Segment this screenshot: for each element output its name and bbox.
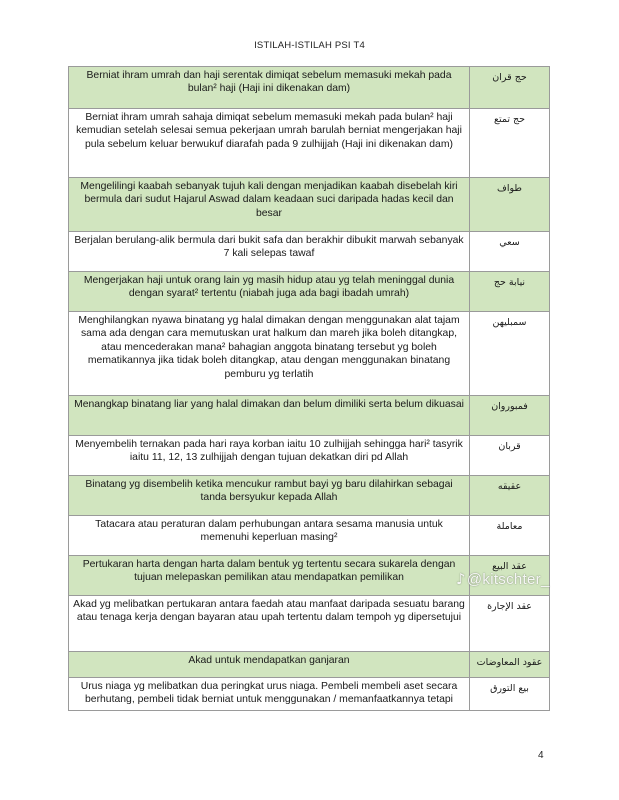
term-cell: سمبليهن (470, 312, 550, 396)
definition-cell: Pertukaran harta dengan harta dalam bentuk yg tertentu secara sukarela dengan tujuan melepaskan pemilikan atau mendapatkan pemilikan (69, 556, 470, 596)
term-cell: بيع التورق (470, 678, 550, 711)
tiktok-icon: ♪ (456, 570, 466, 588)
term-cell: سعي (470, 232, 550, 272)
definition-cell: Urus niaga yg melibatkan dua peringkat urus niaga. Pembeli membeli aset secara berhutang, pembeli tidak berniat untuk menggunakan / memanfaatkannya tetapi (69, 678, 470, 711)
tiktok-watermark (456, 570, 550, 588)
term-cell: فمبوروان (470, 396, 550, 436)
table-row (69, 678, 550, 711)
terms-table (68, 66, 550, 711)
table-row (69, 178, 550, 232)
page-title: ISTILAH-ISTILAH PSI T4 (254, 40, 365, 51)
term-cell: عقود المعاوضات (470, 652, 550, 678)
table-row (69, 272, 550, 312)
term-cell: معاملة (470, 516, 550, 556)
definition-cell: Binatang yg disembelih ketika mencukur rambut bayi yg baru dilahirkan sebagai tanda bersyukur kepada Allah (69, 476, 470, 516)
definition-cell: Mengerjakan haji untuk orang lain yg masih hidup atau yg telah meninggal dunia dengan syarat² tertentu (niabah juga ada bagi ibadah umrah) (69, 272, 470, 312)
definition-cell: Berjalan berulang-alik bermula dari bukit safa dan berakhir dibukit marwah sebanyak 7 kali selepas tawaf (69, 232, 470, 272)
term-cell: طواف (470, 178, 550, 232)
watermark-handle: @kitschter_ (466, 571, 550, 588)
definition-cell: Berniat ihram umrah dan haji serentak dimiqat sebelum memasuki mekah pada bulan² haji (Haji ini dikenakan dam) (69, 67, 470, 109)
table-row (69, 596, 550, 652)
definition-cell: Menangkap binatang liar yang halal dimakan dan belum dimiliki serta belum dikuasai (69, 396, 470, 436)
definition-cell: Akad untuk mendapatkan ganjaran (69, 652, 470, 678)
definition-cell: Akad yg melibatkan pertukaran antara faedah atau manfaat daripada sesuatu barang atau tenaga kerja dengan bayaran atau upah tertentu dalam tempoh yg dipersetujui (69, 596, 470, 652)
table-row (69, 436, 550, 476)
term-cell: عقد البيع (470, 556, 550, 596)
table-row (69, 67, 550, 109)
term-cell: قربان (470, 436, 550, 476)
term-cell: عقد الإجارة (470, 596, 550, 652)
page-number: 4 (538, 750, 544, 761)
table-row (69, 652, 550, 678)
table-row (69, 396, 550, 436)
term-cell: عقيقه (470, 476, 550, 516)
term-cell: نيابة حج (470, 272, 550, 312)
definition-cell: Menyembelih ternakan pada hari raya korban iaitu 10 zulhijjah sehingga hari² tasyrik iaitu 11, 12, 13 zulhijjah dengan tujuan dekatkan diri pd Allah (69, 436, 470, 476)
table-row (69, 312, 550, 396)
definition-cell: Menghilangkan nyawa binatang yg halal dimakan dengan menggunakan alat tajam sama ada dengan cara memutuskan urat halkum dan mareh jika boleh ditangkap, atau mencederakan mana² bahagian anggota binatang tersebut yg boleh mematikannya jika tidak boleh ditangkap, atau dengan menggunakan binatang pemburu yg terlatih (69, 312, 470, 396)
table-row (69, 476, 550, 516)
table-row (69, 232, 550, 272)
terms-table-body (69, 67, 550, 711)
definition-cell: Berniat ihram umrah sahaja dimiqat sebelum memasuki mekah pada bulan² haji kemudian setelah selesai semua pekerjaan umrah barulah berniat mengerjakan haji pula sebelum keluar berwukuf diarafah pada 9 zulhijjah (Haji ini dikenakan dam) (69, 109, 470, 178)
term-cell: حج قران (470, 67, 550, 109)
table-row (69, 109, 550, 178)
term-cell: حج تمتع (470, 109, 550, 178)
definition-cell: Tatacara atau peraturan dalam perhubungan antara sesama manusia untuk memenuhi keperluan masing² (69, 516, 470, 556)
table-row (69, 516, 550, 556)
definition-cell: Mengelilingi kaabah sebanyak tujuh kali dengan menjadikan kaabah disebelah kiri bermula dari sudut Hajarul Aswad dalam keadaan suci daripada hadas kecil dan besar (69, 178, 470, 232)
